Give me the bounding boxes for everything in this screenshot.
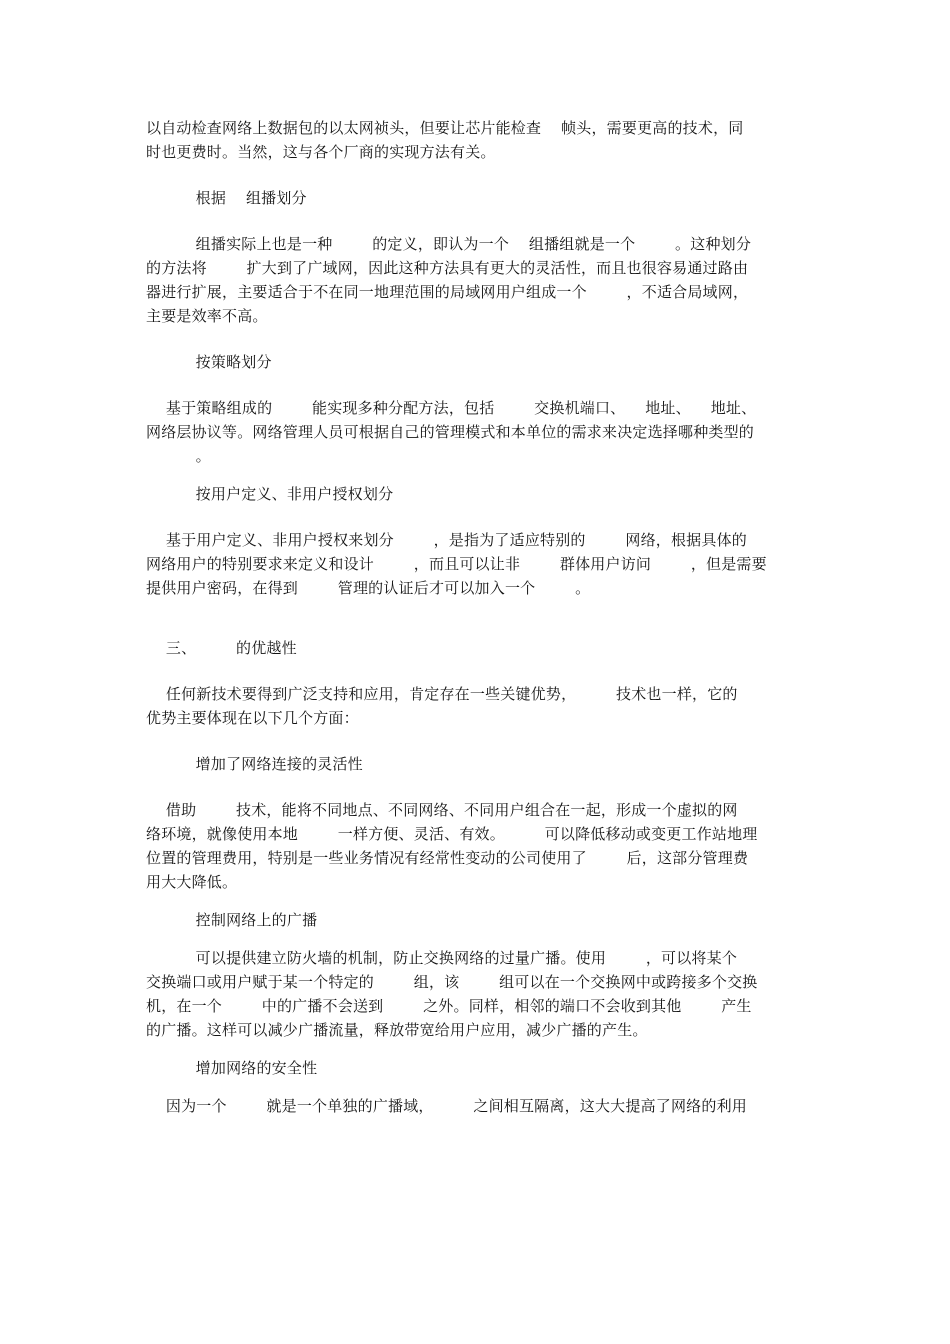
section-heading: 增加网络的安全性 <box>146 1059 318 1077</box>
text-line: 借助 技术，能将不同地点、不同网络、不同用户组合在一起，形成一个虚拟的网 <box>146 801 738 819</box>
text-line: 络环境，就像使用本地 一样方便、灵活、有效。 可以降低移动或变更工作站地理 <box>146 825 758 843</box>
document-page <box>146 116 810 1118</box>
section-heading: 控制网络上的广播 <box>146 911 318 929</box>
heading-advantages <box>146 636 810 660</box>
text-line: 的广播。这样可以减少广播流量，释放带宽给用户应用，减少广播的产生。 <box>146 1021 648 1039</box>
text-line: 。 <box>146 447 211 465</box>
paragraph-ethernet-header <box>146 116 810 164</box>
text-line: 可以提供建立防火墙的机制，防止交换网络的过量广播。使用 ，可以将某个 <box>146 949 738 967</box>
text-line: 用大大降低。 <box>146 873 238 891</box>
paragraph-user-defined <box>146 528 810 600</box>
section-heading: 按用户定义、非用户授权划分 <box>146 485 394 503</box>
heading-broadcast-control <box>146 908 810 932</box>
text-line: 的方法将 扩大到了广域网，因此这种方法具有更大的灵活性，而且也很容易通过路由 <box>146 259 749 277</box>
text-line: 主要是效率不高。 <box>146 307 268 325</box>
section-heading: 增加了网络连接的灵活性 <box>146 755 363 773</box>
section-heading: 按策略划分 <box>146 353 272 371</box>
heading-security <box>146 1056 810 1080</box>
text-line: 提供用户密码，在得到 管理的认证后才可以加入一个 。 <box>146 579 591 597</box>
text-line: 基于用户定义、非用户授权来划分 ，是指为了适应特别的 网络，根据具体的 <box>146 531 747 549</box>
text-line: 因为一个 就是一个单独的广播域， 之间相互隔离，这大大提高了网络的利用 <box>146 1097 747 1115</box>
text-line: 网络层协议等。网络管理人员可根据自己的管理模式和本单位的需求来决定选择哪种类型的 <box>146 423 755 441</box>
text-line: 网络用户的特别要求来定义和设计 ，而且可以让非 群体用户访问 ，但是需要 <box>146 555 767 573</box>
text-line: 时也更费时。当然，这与各个厂商的实现方法有关。 <box>146 143 496 161</box>
text-line: 任何新技术要得到广泛支持和应用，肯定存在一些关键优势， 技术也一样，它的 <box>146 685 738 703</box>
paragraph-multicast <box>146 232 810 328</box>
text-line: 组播实际上也是一种 的定义，即认为一个 组播组就是一个 。这种划分 <box>146 235 752 253</box>
heading-policy-division <box>146 350 810 374</box>
paragraph-flexibility <box>146 798 810 894</box>
text-line: 交换端口或用户赋于某一个特定的 组，该 组可以在一个交换网中或跨接多个交换 <box>146 973 758 991</box>
paragraph-security <box>146 1094 810 1118</box>
text-line: 机，在一个 中的广播不会送到 之外。同样，相邻的端口不会收到其他 产生 <box>146 997 752 1015</box>
text-line: 以自动检查网络上数据包的以太网祯头，但要让芯片能检查 帧头，需要更高的技术，同 <box>146 119 744 137</box>
heading-flexibility <box>146 752 810 776</box>
text-line: 位置的管理费用，特别是一些业务情况有经常性变动的公司使用了 后，这部分管理费 <box>146 849 749 867</box>
heading-user-defined-division <box>146 482 810 506</box>
section-heading: 三、 的优越性 <box>146 639 297 657</box>
section-heading: 根据 组播划分 <box>146 189 307 207</box>
paragraph-advantages-intro <box>146 682 810 730</box>
text-line: 优势主要体现在以下几个方面： <box>146 709 359 727</box>
text-line: 基于策略组成的 能实现多种分配方法，包括 交换机端口、 地址、 地址、 <box>146 399 757 417</box>
paragraph-broadcast-control <box>146 946 810 1042</box>
text-line: 器进行扩展，主要适合于不在同一地理范围的局域网用户组成一个 ，不适合局域网， <box>146 283 749 301</box>
paragraph-policy <box>146 396 810 468</box>
heading-multicast-division <box>146 186 810 210</box>
